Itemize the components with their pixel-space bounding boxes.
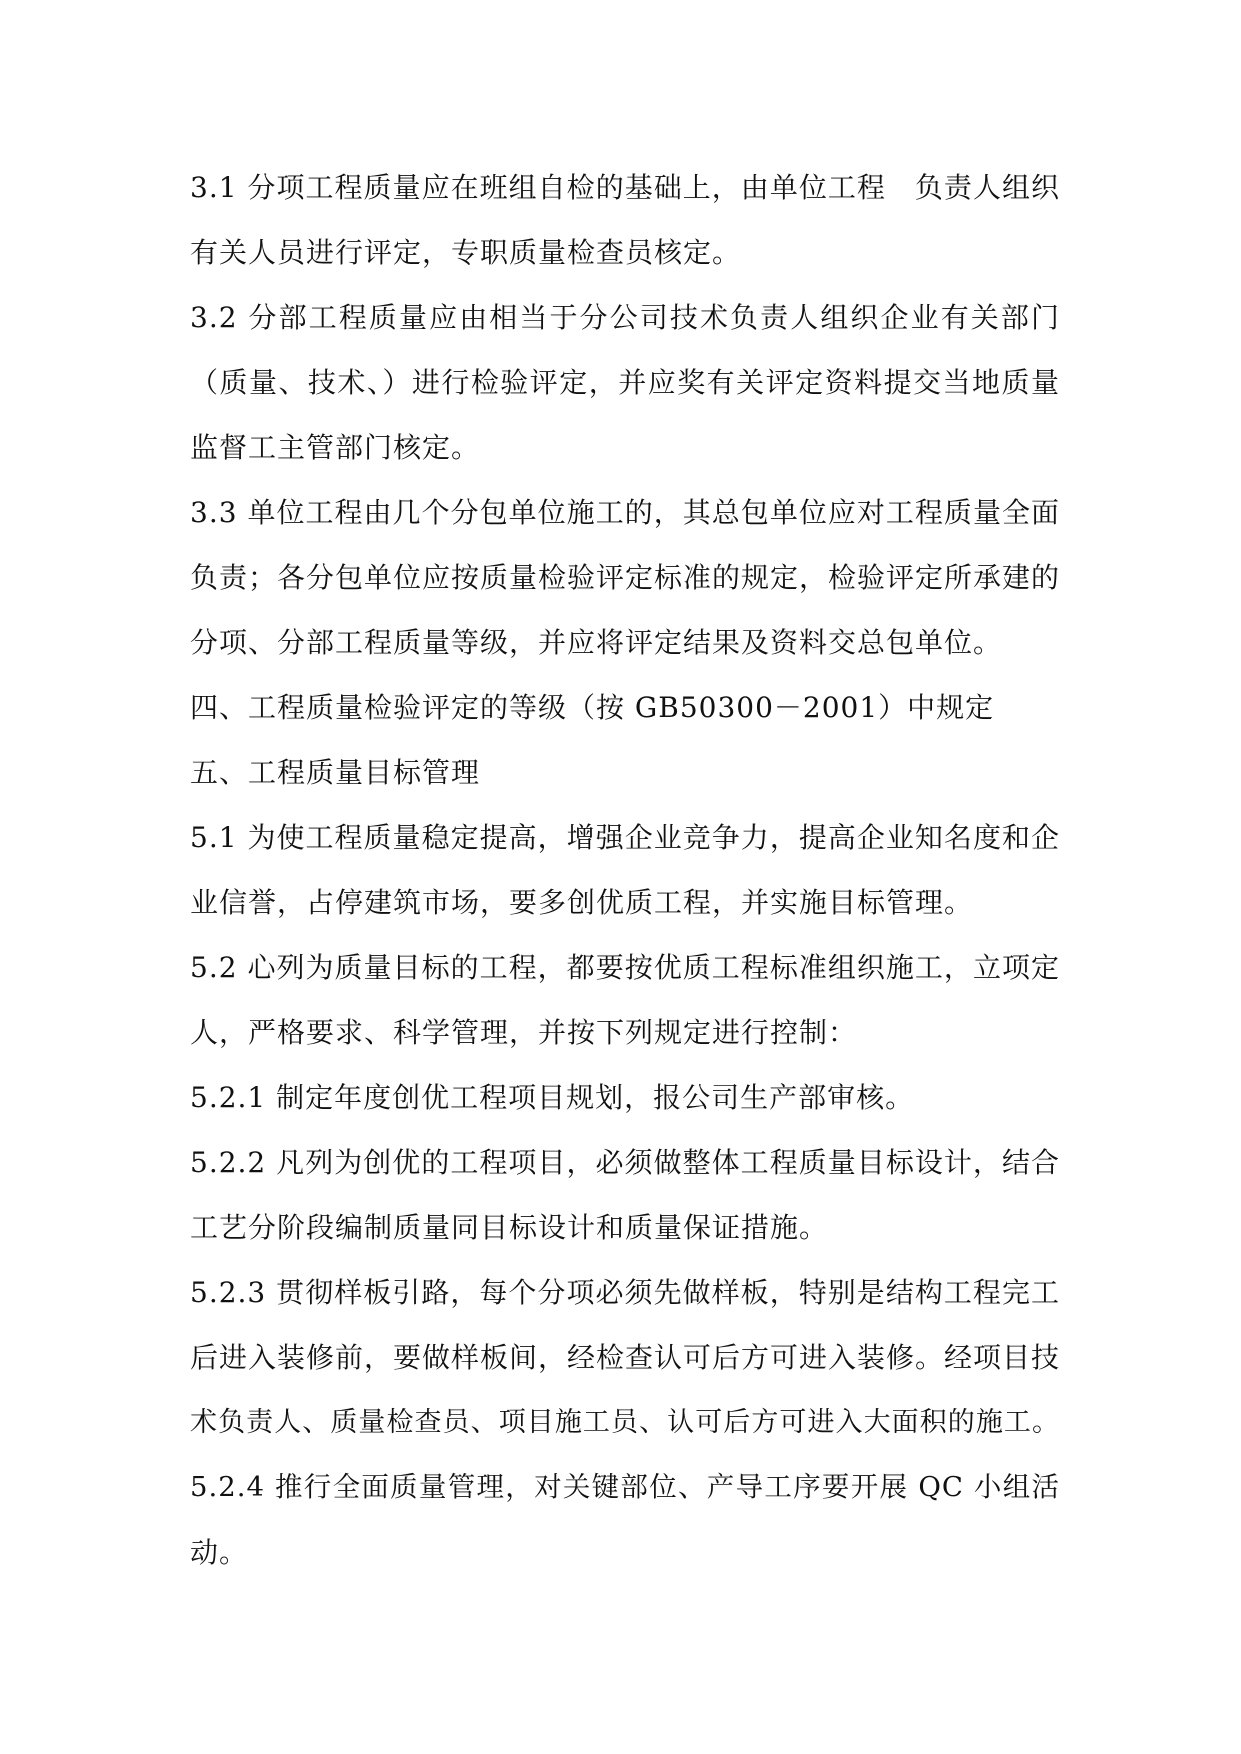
text-line: 3.2 分部工程质量应由相当于分公司技术负责人组织企业有关部门 [190,301,1060,334]
text-line: 5.2.2 凡列为创优的工程项目，必须做整体工程质量目标设计，结合 [190,1146,1060,1179]
text-line: 监督工主管部门核定。 [190,431,481,464]
text-line: 人，严格要求、科学管理，并按下列规定进行控制： [190,1016,858,1049]
text-line: 5.1 为使工程质量稳定提高，增强企业竞争力，提高企业知名度和企 [190,821,1060,854]
text-line: 术负责人、质量检查员、项目施工员、认可后方可进入大面积的施工。 [190,1407,1060,1438]
text-line: 5.2.4 推行全面质量管理，对关键部位、产导工序要开展 QC 小组活 [190,1471,1060,1503]
text-line: 有关人员进行评定，专职质量检查员核定。 [190,236,742,269]
section-heading: 四、工程质量检验评定的等级（按 GB50300－2001）中规定 [190,691,995,724]
text-line: 工艺分阶段编制质量同目标设计和质量保证措施。 [190,1211,829,1244]
text-line: 动。 [190,1536,249,1569]
text-line: 5.2 心列为质量目标的工程，都要按优质工程标准组织施工，立项定 [190,951,1060,984]
text-line: 负责；各分包单位应按质量检验评定标准的规定，检验评定所承建的 [190,561,1061,594]
section-heading: 五、工程质量目标管理 [190,756,481,789]
text-line: 业信誉，占停建筑市场，要多创优质工程，并实施目标管理。 [190,886,974,919]
document-body [190,155,1060,1585]
text-line: 5.2.3 贯彻样板引路，每个分项必须先做样板，特别是结构工程完工 [190,1276,1060,1309]
text-line: 3.3 单位工程由几个分包单位施工的，其总包单位应对工程质量全面 [190,496,1060,529]
text-line: 5.2.1 制定年度创优工程项目规划，报公司生产部审核。 [190,1081,915,1114]
text-line: （质量、技术、）进行检验评定，并应奖有关评定资料提交当地质量 [190,366,1060,399]
text-line: 3.1 分项工程质量应在班组自检的基础上，由单位工程 负责人组织 [190,171,1060,204]
text-line: 分项、分部工程质量等级，并应将评定结果及资料交总包单位。 [190,626,1003,659]
text-line: 后进入装修前，要做样板间，经检查认可后方可进入装修。经项目技 [190,1341,1061,1374]
